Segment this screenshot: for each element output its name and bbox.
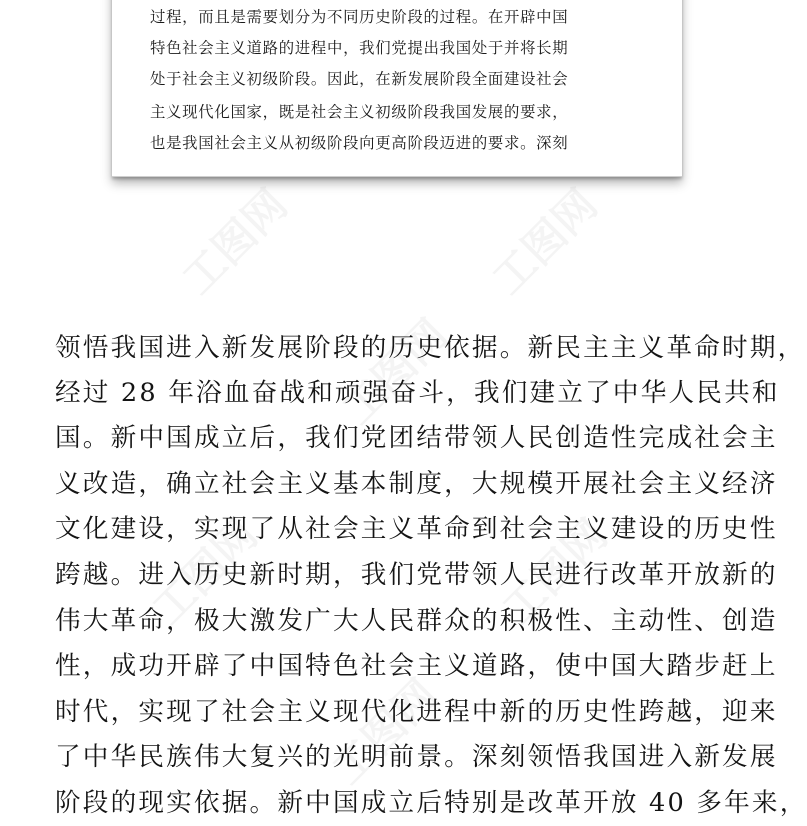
body-line: 了中华民族伟大复兴的光明前景。深刻领悟我国进入新发展 xyxy=(55,742,778,772)
body-line: 国。新中国成立后，我们党团结带领人民创造性完成社会主 xyxy=(55,423,778,453)
body-line: 阶段的现实依据。新中国成立后特别是改革开放 40 多年来， xyxy=(55,788,807,818)
quote-line: 处于社会主义初级阶段。因此，在新发展阶段全面建设社会 xyxy=(150,70,569,88)
body-line: 文化建设，实现了从社会主义革命到社会主义建设的历史性 xyxy=(55,514,778,544)
body-line: 经过 28 年浴血奋战和顽强奋斗，我们建立了中华人民共和 xyxy=(55,378,780,408)
quote-line: 也是我国社会主义从初级阶段向更高阶段迈进的要求。深刻 xyxy=(150,134,569,152)
watermark xyxy=(477,174,609,306)
body-line: 时代，实现了社会主义现代化进程中新的历史性跨越，迎来 xyxy=(55,697,778,727)
body-line: 伟大革命，极大激发广大人民群众的积极性、主动性、创造 xyxy=(55,606,778,636)
quote-line: 过程，而且是需要划分为不同历史阶段的过程。在开辟中国 xyxy=(150,8,569,26)
watermark xyxy=(167,174,299,306)
body-line: 领悟我国进入新发展阶段的历史依据。新民主主义革命时期， xyxy=(55,333,806,363)
body-line: 跨越。进入历史新时期，我们党带领人民进行改革开放新的 xyxy=(55,560,778,590)
quote-line: 特色社会主义道路的进程中，我们党提出我国处于并将长期 xyxy=(150,39,569,57)
body-line: 性，成功开辟了中国特色社会主义道路，使中国大踏步赶上 xyxy=(55,651,778,681)
body-line: 义改造，确立社会主义基本制度，大规模开展社会主义经济 xyxy=(55,469,778,499)
quote-line: 主义现代化国家，既是社会主义初级阶段我国发展的要求， xyxy=(150,103,569,121)
